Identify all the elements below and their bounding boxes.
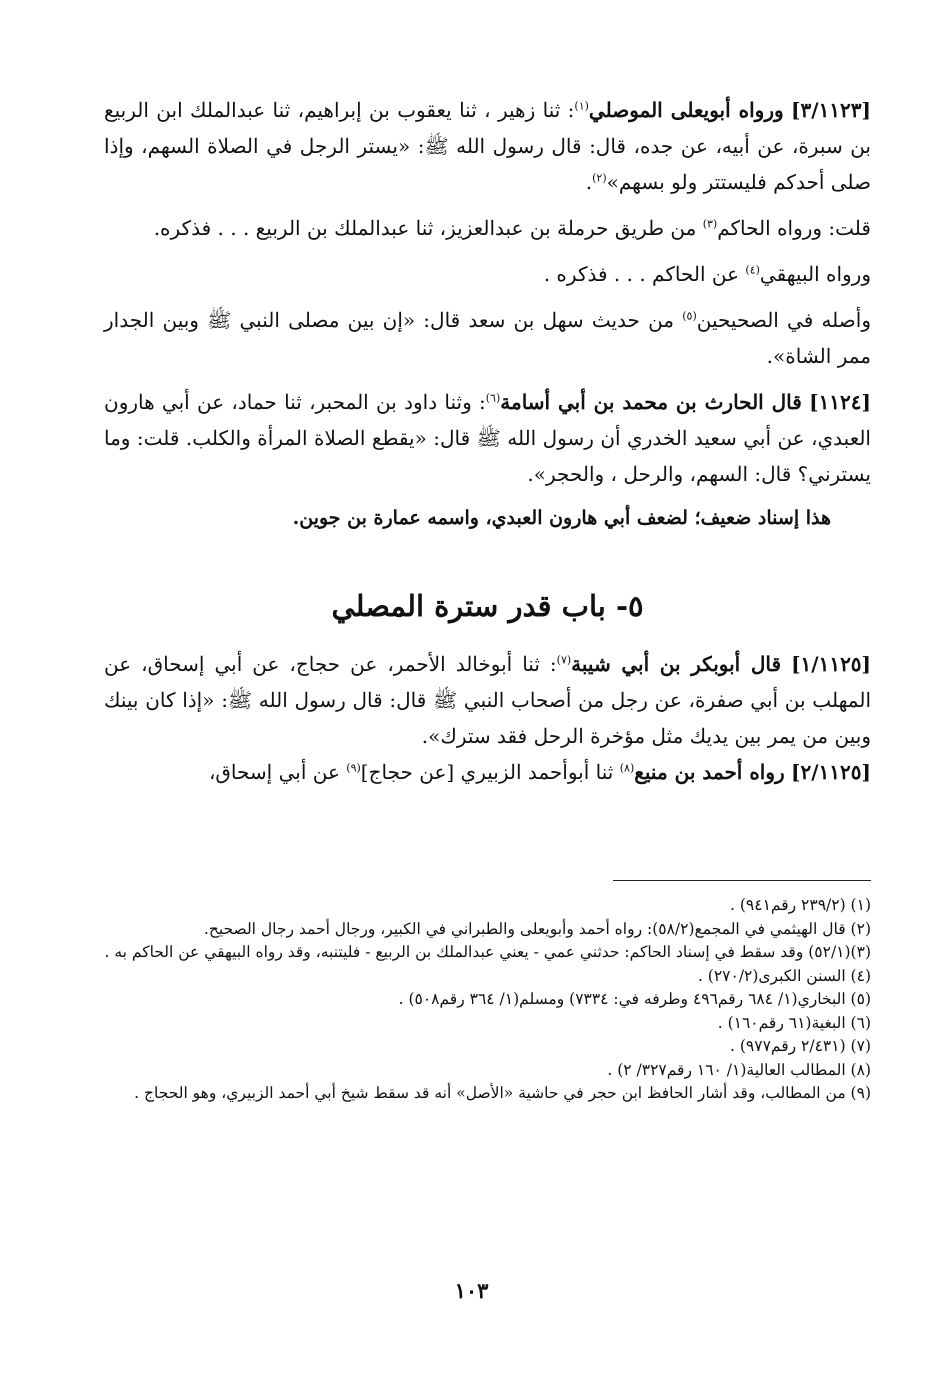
narrator-heading: رواه أحمد بن منيع	[634, 760, 785, 784]
hadith-1125-2	[104, 754, 871, 790]
footnote: (٨) المطالب العالية(١/ ١٦٠ رقم٣٢٧/ ٢) .	[607, 1060, 871, 1079]
comment-bayhaqi	[104, 256, 871, 292]
footnote: (٢) قال الهيثمي في المجمع(٥٨/٢): رواه أحمد وأبويعلى والطبراني في الكبير، ورجال أحمد رجال الصحيح.	[203, 919, 871, 938]
narrator-heading: قال الحارث بن محمد بن أبي أسامة	[500, 390, 802, 414]
hadith-text: ثنا أبوأحمد الزبيري [عن حجاج]	[360, 760, 614, 784]
footnotes	[104, 894, 871, 1106]
footnote: (١) (٢٣٩/٢ رقم٩٤١) .	[730, 896, 871, 914]
footnote: (٣)(٥٢/١) وقد سقط في إسناد الحاكم: حدثني عمي - يعني عبدالملك بن الربيع - فليتنبه، وقد رواه البيهقي عن الحاكم به .	[104, 943, 871, 961]
narrator-heading: قال أبوبكر بن أبي شيبة	[571, 652, 782, 676]
footnote-marker: (٢)	[592, 171, 607, 185]
hadith-text: : وثنا داود بن المحبر، ثنا حماد، عن أبي هارون العبدي، عن أبي سعيد الخدري أن رسول الله ﷺ قال: «يقطع الصلاة المرأة والكلب. قلت: وما يسترني؟ قال: السهم، والرحل ، والحجر».	[104, 390, 871, 486]
footnote: (٤) السنن الكبرى(٢٧٠/٢) .	[697, 966, 871, 985]
hadith-ref: [١/١١٢٥]	[791, 652, 872, 676]
chapter-title: ٥- باب قدر سترة المصلي	[331, 589, 644, 623]
hadith-1125-1	[104, 646, 871, 754]
footnote: (٩) من المطالب، وقد أشار الحافظ ابن حجر في حاشية «الأصل» أنه قد سقط شيخ أبي أحمد الزبيري، وهو الحجاج .	[134, 1084, 871, 1102]
page-number: ١٠٣	[454, 1278, 489, 1303]
comment-text: من طريق حرملة بن عبدالعزيز، ثنا عبدالملك بن الربيع . . . فذكره.	[153, 216, 697, 240]
hadith-ref: [٢/١١٢٥]	[791, 760, 871, 784]
footnote-marker: (٨)	[619, 761, 635, 775]
hadith-ref: [٣/١١٢٣]	[791, 98, 871, 122]
comment-text: وأصله في الصحيحين	[696, 308, 871, 332]
footnote: (٦) البغية(٦١ رقم١٦٠) .	[717, 1013, 871, 1032]
comment-text: عن الحاكم . . . فذكره .	[543, 262, 740, 286]
footnote-marker: (٧)	[556, 653, 572, 667]
comment-text: قلت: ورواه الحاكم	[717, 216, 871, 240]
footnote-marker: (٣)	[702, 217, 718, 231]
comment-sahihayn	[104, 302, 871, 374]
page-body	[104, 92, 871, 790]
footnote-marker: (٤)	[745, 263, 760, 277]
hadith-1124	[104, 384, 871, 492]
hadith-text: : ثنا زهير ، ثنا يعقوب بن إبراهيم، ثنا عبدالملك ابن الربيع بن سبرة، عن أبيه، عن جده، قال: قال رسول الله ﷺ: «يستر الرجل في الصلاة السهم، وإذا صلى أحدكم فليستتر ولو بسهم»	[104, 98, 871, 194]
footnote-divider	[613, 880, 871, 881]
footnote-marker: (٦)	[485, 391, 501, 405]
comment-text: ورواه البيهقي	[759, 262, 871, 286]
comment-hakim	[104, 210, 871, 246]
narrator-heading: ورواه أبويعلى الموصلي	[588, 98, 784, 122]
footnote: (٥) البخاري(١/ ٦٨٤ رقم٤٩٦ وطرفه في: ٧٣٣٤) ومسلم(١/ ٣٦٤ رقم٥٠٨) .	[398, 990, 871, 1008]
footnote-marker: (١)	[574, 99, 589, 113]
hadith-end: .	[585, 170, 593, 194]
footnote: (٧) (٢/٤٣١ رقم٩٧٧) .	[730, 1037, 871, 1055]
hadith-1123-3	[104, 92, 871, 200]
footnote-marker: (٩)	[346, 761, 361, 775]
isnad-note: هذا إسناد ضعيف؛ لضعف أبي هارون العبدي، واسمه عمارة بن جوين.	[292, 507, 831, 529]
footnote-marker: (٥)	[682, 309, 697, 323]
hadith-text: عن أبي إسحاق،	[208, 760, 340, 784]
hadith-text: : ثنا أبوخالد الأحمر، عن حجاج، عن أبي إسحاق، عن المهلب بن أبي صفرة، عن رجل من أصحاب النبي ﷺ قال: قال رسول الله ﷺ: «إذا كان بينك وبين من يمر بين يديك مثل مؤخرة الرحل فقد سترك».	[104, 652, 872, 748]
comment-text: من حديث سهل بن سعد قال: «إن بين مصلى النبي ﷺ وبين الجدار ممر الشاة».	[104, 308, 871, 368]
hadith-ref: [١١٢٤]	[809, 390, 871, 414]
